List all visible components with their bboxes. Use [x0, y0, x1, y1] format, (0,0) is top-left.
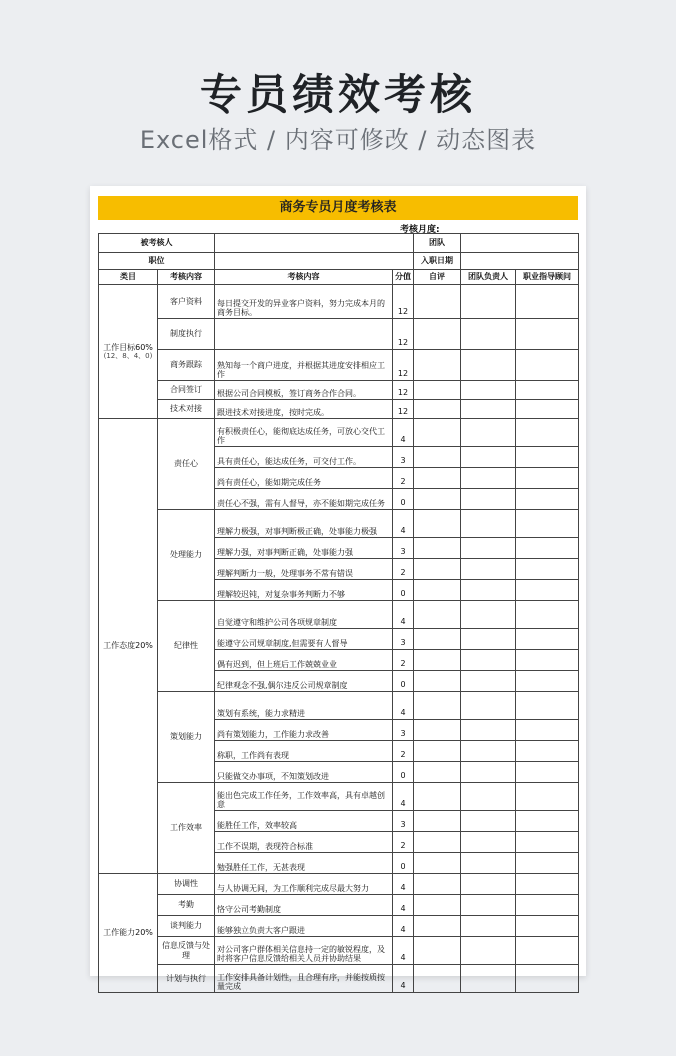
- career-advisor-cell[interactable]: [516, 419, 579, 447]
- score-value: 4: [393, 874, 414, 895]
- team-lead-cell[interactable]: [461, 720, 516, 741]
- self-review-cell[interactable]: [414, 381, 461, 400]
- score-value: 12: [393, 285, 414, 319]
- table-row: [99, 937, 579, 965]
- assessment-content: 理解力强，对事判断正确，处事能力强: [215, 538, 393, 559]
- table-row: [99, 601, 579, 629]
- career-advisor-cell[interactable]: [516, 601, 579, 629]
- assessment-content: 责任心不强，需有人督导，亦不能如期完成任务: [215, 489, 393, 510]
- career-advisor-cell[interactable]: [516, 400, 579, 419]
- self-review-cell[interactable]: [414, 937, 461, 965]
- score-value: 3: [393, 447, 414, 468]
- self-review-cell[interactable]: [414, 671, 461, 692]
- career-advisor-cell[interactable]: [516, 937, 579, 965]
- table-row: [99, 285, 579, 319]
- assessment-item: 谈判能力: [158, 916, 215, 937]
- team-lead-cell[interactable]: [461, 965, 516, 993]
- assessment-content: 自觉遵守和维护公司各项规章制度: [215, 601, 393, 629]
- assessee-value-cell[interactable]: [215, 234, 414, 253]
- self-review-cell[interactable]: [414, 489, 461, 510]
- assessment-item: 计划与执行: [158, 965, 215, 993]
- career-advisor-cell[interactable]: [516, 832, 579, 853]
- self-review-cell[interactable]: [414, 350, 461, 381]
- career-advisor-cell[interactable]: [516, 468, 579, 489]
- self-review-cell[interactable]: [414, 559, 461, 580]
- table-row: [99, 419, 579, 447]
- self-review-cell[interactable]: [414, 741, 461, 762]
- score-value: 4: [393, 965, 414, 993]
- assessment-content: 每日提交开发的异业客户资料，努力完成本月的商务目标。: [215, 285, 393, 319]
- score-value: 4: [393, 419, 414, 447]
- score-value: 3: [393, 629, 414, 650]
- page-title: 专员绩效考核: [199, 70, 476, 119]
- assessment-item: 协调性: [158, 874, 215, 895]
- self-review-cell[interactable]: [414, 965, 461, 993]
- score-value: 4: [393, 937, 414, 965]
- score-value: 12: [393, 400, 414, 419]
- career-advisor-cell[interactable]: [516, 783, 579, 811]
- self-review-cell[interactable]: [414, 895, 461, 916]
- self-review-cell[interactable]: [414, 319, 461, 350]
- assessment-content: 勉强胜任工作，无甚表现: [215, 853, 393, 874]
- assessment-item: 工作效率: [158, 783, 215, 874]
- assessment-item: 责任心: [158, 419, 215, 510]
- team-value-cell[interactable]: [461, 234, 579, 253]
- assessment-item: 技术对接: [158, 400, 215, 419]
- score-value: 4: [393, 916, 414, 937]
- assessment-content: 能够独立负责大客户跟进: [215, 916, 393, 937]
- score-value: 2: [393, 650, 414, 671]
- assessment-content: 尚有策划能力，工作能力求改善: [215, 720, 393, 741]
- team-lead-cell[interactable]: [461, 559, 516, 580]
- self-review-cell[interactable]: [414, 419, 461, 447]
- career-advisor-cell[interactable]: [516, 762, 579, 783]
- assessment-table: [98, 233, 579, 993]
- score-value: 4: [393, 601, 414, 629]
- assessment-content: 工作安排具备计划性，且合理有序，并能按质按量完成: [215, 965, 393, 993]
- team-lead-cell[interactable]: [461, 937, 516, 965]
- assessment-content: 能胜任工作，效率较高: [215, 811, 393, 832]
- page-subtitle: Excel格式 / 内容可修改 / 动态图表: [139, 126, 537, 154]
- team-lead-cell[interactable]: [461, 350, 516, 381]
- self-review-cell[interactable]: [414, 811, 461, 832]
- header-content: 考核内容: [215, 270, 393, 285]
- team-lead-cell[interactable]: [461, 895, 516, 916]
- score-value: 4: [393, 783, 414, 811]
- score-value: 2: [393, 741, 414, 762]
- spreadsheet-sheet: [90, 186, 586, 992]
- career-advisor-cell[interactable]: [516, 629, 579, 650]
- team-lead-cell[interactable]: [461, 381, 516, 400]
- career-advisor-cell[interactable]: [516, 559, 579, 580]
- self-review-cell[interactable]: [414, 832, 461, 853]
- category-label: 工作目标60%: [103, 342, 153, 352]
- team-lead-cell[interactable]: [461, 580, 516, 601]
- assessment-item: 商务跟踪: [158, 350, 215, 381]
- assessment-item: 考勤: [158, 895, 215, 916]
- team-lead-cell[interactable]: [461, 671, 516, 692]
- header-category: 类目: [99, 270, 158, 285]
- career-advisor-cell[interactable]: [516, 580, 579, 601]
- score-value: 3: [393, 811, 414, 832]
- score-value: 3: [393, 720, 414, 741]
- assessment-content: 称职，工作尚有表现: [215, 741, 393, 762]
- assessment-item: 处理能力: [158, 510, 215, 601]
- assessment-content: 与人协调无间，为工作顺利完成尽最大努力: [215, 874, 393, 895]
- assessment-item: 策划能力: [158, 692, 215, 783]
- assessment-content: 工作不误期，表现符合标准: [215, 832, 393, 853]
- score-value: 2: [393, 468, 414, 489]
- team-lead-cell[interactable]: [461, 832, 516, 853]
- header-score: 分值: [393, 270, 414, 285]
- assessment-content: 根据公司合同模板，签订商务合作合同。: [215, 381, 393, 400]
- sheet-title: 商务专员月度考核表: [98, 196, 578, 220]
- category-work-goal: [99, 285, 158, 419]
- assessment-item: 纪律性: [158, 601, 215, 692]
- table-row: [99, 400, 579, 419]
- header-item: 考核内容: [158, 270, 215, 285]
- score-value: 2: [393, 832, 414, 853]
- score-value: 0: [393, 580, 414, 601]
- header-career-advisor: 职业指导顾问: [516, 270, 579, 285]
- career-advisor-cell[interactable]: [516, 650, 579, 671]
- score-value: 4: [393, 692, 414, 720]
- join-date-value-cell[interactable]: [461, 253, 579, 270]
- career-advisor-cell[interactable]: [516, 538, 579, 559]
- team-lead-cell[interactable]: [461, 916, 516, 937]
- assessment-table-body: [99, 234, 579, 993]
- team-lead-cell[interactable]: [461, 489, 516, 510]
- table-row: [99, 895, 579, 916]
- assessee-label: 被考核人: [99, 234, 215, 253]
- self-review-cell[interactable]: [414, 285, 461, 319]
- assessment-item: 信息反馈与处理: [158, 937, 215, 965]
- career-advisor-cell[interactable]: [516, 671, 579, 692]
- assessment-content: 恪守公司考勤制度: [215, 895, 393, 916]
- assessment-content: 理解较迟钝，对复杂事务判断力不够: [215, 580, 393, 601]
- self-review-cell[interactable]: [414, 601, 461, 629]
- header-self-review: 自评: [414, 270, 461, 285]
- self-review-cell[interactable]: [414, 447, 461, 468]
- career-advisor-cell[interactable]: [516, 741, 579, 762]
- career-advisor-cell[interactable]: [516, 965, 579, 993]
- table-row: [99, 319, 579, 350]
- team-label: 团队: [414, 234, 461, 253]
- self-review-cell[interactable]: [414, 510, 461, 538]
- assessment-item: 合同签订: [158, 381, 215, 400]
- career-advisor-cell[interactable]: [516, 319, 579, 350]
- assessment-content: 偶有迟到，但上班后工作兢兢业业: [215, 650, 393, 671]
- team-lead-cell[interactable]: [461, 762, 516, 783]
- assessment-content: 理解判断力一般，处理事务不常有错误: [215, 559, 393, 580]
- career-advisor-cell[interactable]: [516, 720, 579, 741]
- table-row: [99, 783, 579, 811]
- score-value: 0: [393, 762, 414, 783]
- assessment-content: 能遵守公司规章制度,但需要有人督导: [215, 629, 393, 650]
- table-row: [99, 510, 579, 538]
- self-review-cell[interactable]: [414, 650, 461, 671]
- month-label: 考核月度:: [400, 225, 440, 235]
- position-label: 职位: [99, 253, 215, 270]
- team-lead-cell[interactable]: [461, 400, 516, 419]
- team-lead-cell[interactable]: [461, 692, 516, 720]
- assessment-content: 尚有责任心，能如期完成任务: [215, 468, 393, 489]
- career-advisor-cell[interactable]: [516, 285, 579, 319]
- assessment-item: 客户资料: [158, 285, 215, 319]
- assessment-item: 制度执行: [158, 319, 215, 350]
- team-lead-cell[interactable]: [461, 447, 516, 468]
- career-advisor-cell[interactable]: [516, 916, 579, 937]
- assessment-content: [215, 319, 393, 350]
- self-review-cell[interactable]: [414, 400, 461, 419]
- score-value: 4: [393, 510, 414, 538]
- self-review-cell[interactable]: [414, 580, 461, 601]
- self-review-cell[interactable]: [414, 783, 461, 811]
- career-advisor-cell[interactable]: [516, 381, 579, 400]
- career-advisor-cell[interactable]: [516, 692, 579, 720]
- assessment-content: 策划有系统，能力求精进: [215, 692, 393, 720]
- self-review-cell[interactable]: [414, 468, 461, 489]
- table-row: [99, 965, 579, 993]
- self-review-cell[interactable]: [414, 916, 461, 937]
- score-value: 12: [393, 350, 414, 381]
- self-review-cell[interactable]: [414, 692, 461, 720]
- team-lead-cell[interactable]: [461, 741, 516, 762]
- assessment-content: 对公司客户群体相关信息持一定的敏锐程度，及时将客户信息反馈给相关人员并协助结果: [215, 937, 393, 965]
- assessment-content: 熟知每一个商户进度，并根据其进度安排相应工作: [215, 350, 393, 381]
- table-row: [99, 350, 579, 381]
- team-lead-cell[interactable]: [461, 601, 516, 629]
- self-review-cell[interactable]: [414, 853, 461, 874]
- position-value-cell[interactable]: [215, 253, 414, 270]
- self-review-cell[interactable]: [414, 629, 461, 650]
- header-team-lead: 团队负责人: [461, 270, 516, 285]
- table-row: [99, 874, 579, 895]
- score-value: 0: [393, 671, 414, 692]
- assessment-content: 能出色完成工作任务，工作效率高，具有卓越创意: [215, 783, 393, 811]
- assessment-content: 纪律观念不强,偶尔违反公司规章制度: [215, 671, 393, 692]
- career-advisor-cell[interactable]: [516, 350, 579, 381]
- career-advisor-cell[interactable]: [516, 853, 579, 874]
- self-review-cell[interactable]: [414, 762, 461, 783]
- career-advisor-cell[interactable]: [516, 489, 579, 510]
- self-review-cell[interactable]: [414, 538, 461, 559]
- score-value: 0: [393, 853, 414, 874]
- team-lead-cell[interactable]: [461, 419, 516, 447]
- category-note: (12、8、4、0): [103, 352, 153, 361]
- table-row: [99, 692, 579, 720]
- team-lead-cell[interactable]: [461, 538, 516, 559]
- score-value: 12: [393, 319, 414, 350]
- score-value: 2: [393, 559, 414, 580]
- team-lead-cell[interactable]: [461, 468, 516, 489]
- category-work-attitude: 工作态度20%: [99, 419, 158, 874]
- assessment-content: 有积极责任心，能彻底达成任务，可放心交代工作: [215, 419, 393, 447]
- career-advisor-cell[interactable]: [516, 811, 579, 832]
- career-advisor-cell[interactable]: [516, 510, 579, 538]
- assessment-content: 只能做交办事项，不知策划改进: [215, 762, 393, 783]
- career-advisor-cell[interactable]: [516, 447, 579, 468]
- team-lead-cell[interactable]: [461, 629, 516, 650]
- team-lead-cell[interactable]: [461, 853, 516, 874]
- category-work-ability: 工作能力20%: [99, 874, 158, 993]
- self-review-cell[interactable]: [414, 720, 461, 741]
- team-lead-cell[interactable]: [461, 874, 516, 895]
- assessment-content: 跟进技术对接进度，按时完成。: [215, 400, 393, 419]
- career-advisor-cell[interactable]: [516, 895, 579, 916]
- self-review-cell[interactable]: [414, 874, 461, 895]
- team-lead-cell[interactable]: [461, 783, 516, 811]
- team-lead-cell[interactable]: [461, 285, 516, 319]
- join-date-label: 入职日期: [414, 253, 461, 270]
- score-value: 0: [393, 489, 414, 510]
- career-advisor-cell[interactable]: [516, 874, 579, 895]
- assessment-content: 具有责任心，能达成任务，可交付工作。: [215, 447, 393, 468]
- table-header-row: [99, 270, 579, 285]
- table-row: [99, 916, 579, 937]
- table-row: [99, 381, 579, 400]
- score-value: 4: [393, 895, 414, 916]
- team-lead-cell[interactable]: [461, 510, 516, 538]
- score-value: 12: [393, 381, 414, 400]
- team-lead-cell[interactable]: [461, 650, 516, 671]
- team-lead-cell[interactable]: [461, 319, 516, 350]
- score-value: 3: [393, 538, 414, 559]
- assessment-content: 理解力极强，对事判断极正确，处事能力极强: [215, 510, 393, 538]
- team-lead-cell[interactable]: [461, 811, 516, 832]
